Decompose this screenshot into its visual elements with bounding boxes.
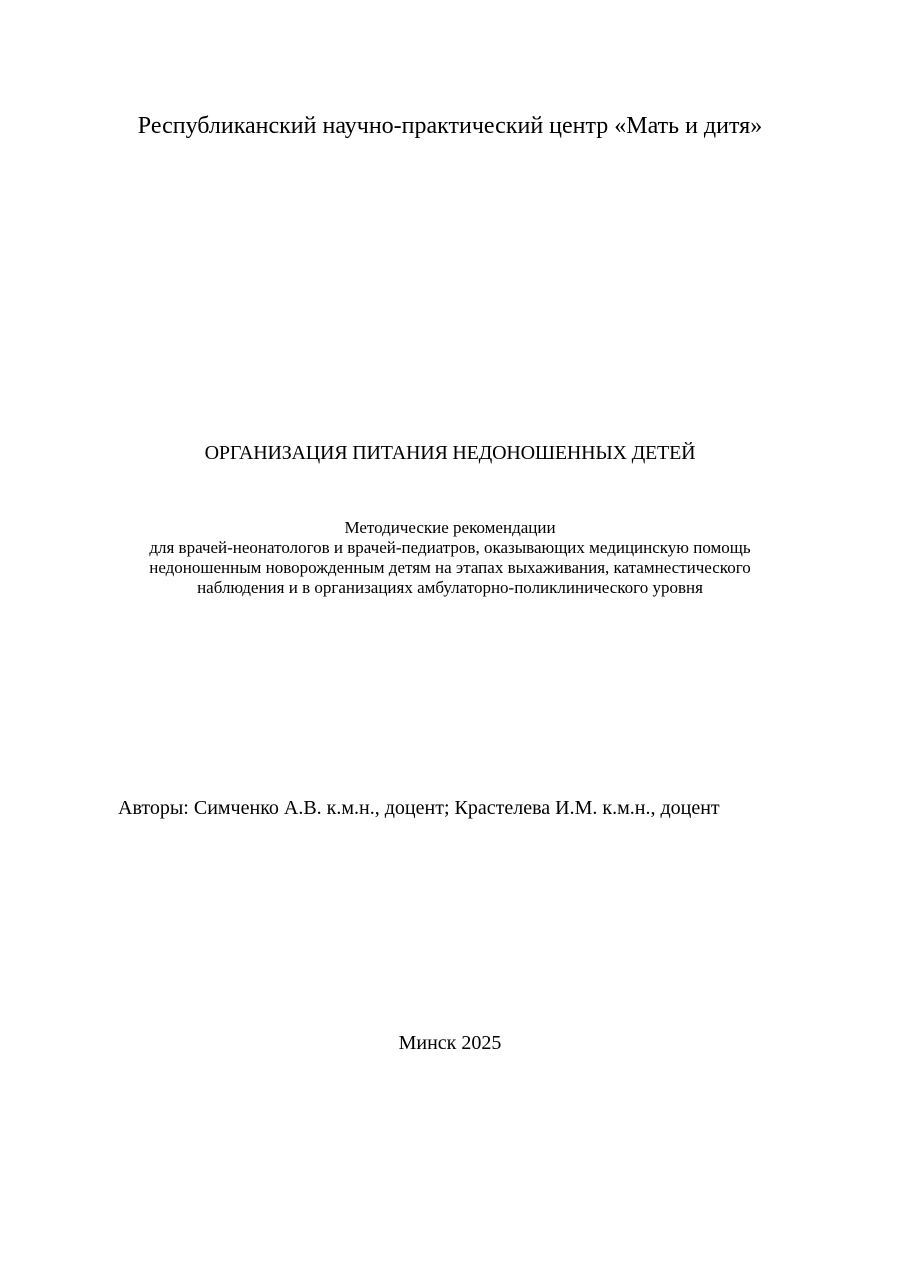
subtitle-line: наблюдения и в организациях амбулаторно-поликлинического уровня [197, 578, 703, 597]
subtitle-block [0, 518, 900, 598]
document-title: ОРГАНИЗАЦИЯ ПИТАНИЯ НЕДОНОШЕННЫХ ДЕТЕЙ [204, 442, 696, 464]
authors-line: Авторы: Симченко А.В. к.м.н., доцент; Крастелева И.М. к.м.н., доцент [118, 797, 720, 819]
subtitle-line: недоношенным новорожденным детям на этапах выхаживания, катамнестического [149, 558, 751, 577]
subtitle-line: для врачей-неонатологов и врачей-педиатров, оказывающих медицинскую помощь [149, 538, 751, 557]
city-year: Минск 2025 [398, 1032, 502, 1054]
subtitle-line: Методические рекомендации [344, 518, 556, 537]
institution-name: Республиканский научно-практический центр «Мать и дитя» [137, 113, 763, 139]
